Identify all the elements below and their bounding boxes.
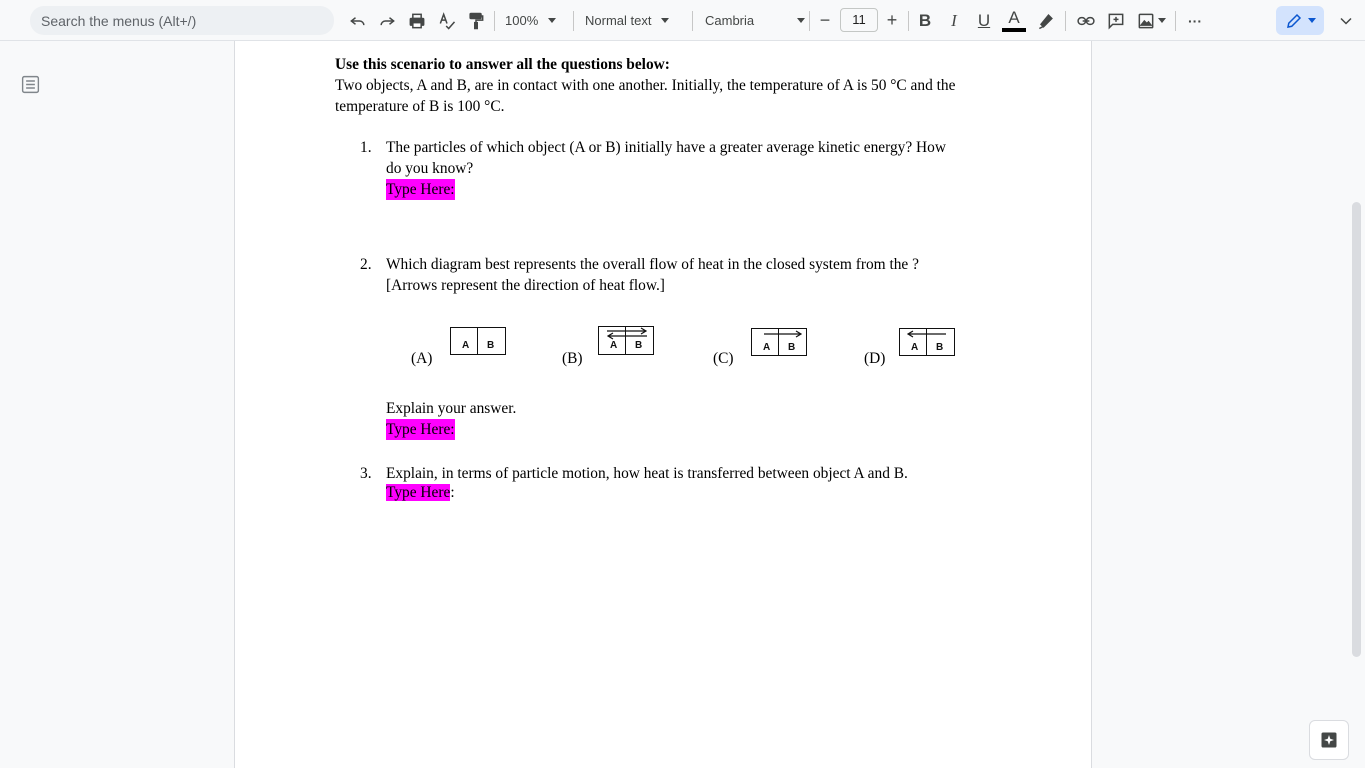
highlight-color-button[interactable]: [1034, 6, 1058, 35]
zoom-value: 100%: [505, 13, 539, 28]
undo-button[interactable]: [346, 6, 370, 35]
question-2-text: [Arrows represent the direction of heat flow.]: [386, 277, 665, 294]
redo-icon: [377, 11, 397, 31]
italic-button[interactable]: [943, 6, 965, 35]
answer-colon: :: [450, 484, 455, 501]
insert-image-button[interactable]: [1133, 6, 1169, 35]
text-color-icon: A: [1008, 7, 1020, 27]
editing-mode-button[interactable]: [1276, 6, 1324, 35]
chevron-down-icon: [1308, 18, 1316, 23]
diagram-a: [450, 327, 506, 355]
chevron-up-icon: [1336, 11, 1356, 31]
paragraph-style-select[interactable]: [585, 6, 685, 35]
bold-button[interactable]: [914, 6, 936, 35]
answer-field-1[interactable]: Type Here:: [386, 181, 455, 198]
explore-button[interactable]: [1309, 720, 1349, 760]
diagram-label-b: B: [487, 340, 495, 351]
font-size-input[interactable]: 11: [840, 8, 878, 32]
diagram-c: [751, 328, 807, 356]
more-horizontal-icon: ···: [1188, 12, 1202, 29]
link-icon: [1076, 11, 1096, 31]
explain-prompt: Explain your answer.: [386, 400, 517, 417]
document-outline-button[interactable]: [20, 74, 41, 95]
question-number: 3.: [360, 465, 372, 482]
diagram-b: [598, 326, 654, 355]
scenario-text-line: temperature of B is 100 °C.: [335, 98, 505, 115]
toolbar: [0, 0, 1365, 41]
comment-add-icon: [1106, 11, 1126, 31]
search-menus-box[interactable]: [30, 6, 334, 35]
zoom-select[interactable]: [505, 6, 567, 35]
paint-format-icon: [466, 11, 486, 31]
question-1-text: do you know?: [386, 160, 474, 177]
print-button[interactable]: [405, 6, 429, 35]
increase-font-size-button[interactable]: [881, 6, 903, 35]
pencil-icon: [1285, 12, 1303, 30]
hide-menus-button[interactable]: [1334, 6, 1358, 35]
option-label-b: (B): [562, 350, 583, 367]
diagram-label-a: A: [911, 342, 919, 353]
undo-icon: [348, 11, 368, 31]
print-icon: [407, 11, 427, 31]
paragraph-style-value: Normal text: [585, 13, 652, 28]
question-2-text: Which diagram best represents the overall flow of heat in the closed system from the ?: [386, 256, 919, 273]
sparkle-icon: [1319, 730, 1339, 750]
answer-highlight: Type Here: [386, 484, 451, 501]
arrow-right-icon: [752, 329, 808, 341]
vertical-scrollbar[interactable]: [1352, 202, 1361, 657]
diagram-label-a: A: [610, 340, 618, 351]
toolbar-separator: [573, 11, 574, 31]
toolbar-separator: [908, 11, 909, 31]
text-color-button[interactable]: [1002, 6, 1026, 35]
toolbar-separator: [1175, 11, 1176, 31]
font-select[interactable]: [705, 6, 805, 35]
insert-link-button[interactable]: [1074, 6, 1098, 35]
text-color-bar: [1002, 28, 1026, 32]
diagram-d: [899, 328, 955, 356]
redo-button[interactable]: [375, 6, 399, 35]
chevron-down-icon: [797, 18, 805, 23]
diagram-divider: [477, 328, 478, 354]
scenario-heading: Use this scenario to answer all the questions below:: [335, 56, 670, 73]
image-icon: [1136, 11, 1156, 31]
font-value: Cambria: [705, 13, 755, 28]
option-label-c: (C): [713, 350, 734, 367]
decrease-font-size-button[interactable]: [814, 6, 836, 35]
option-label-a: (A): [411, 350, 433, 367]
diagram-label-a: A: [763, 342, 771, 353]
plus-icon: +: [886, 10, 898, 30]
question-3-text: Explain, in terms of particle motion, how heat is transferred between object A and B.: [386, 465, 908, 482]
toolbar-separator: [1065, 11, 1066, 31]
toolbar-separator: [494, 11, 495, 31]
diagram-label-a: A: [462, 340, 470, 351]
spellcheck-icon: [437, 11, 457, 31]
chevron-down-icon: [548, 18, 556, 23]
highlighter-icon: [1036, 11, 1056, 31]
option-label-d: (D): [864, 350, 886, 367]
double-arrow-icon: [599, 327, 655, 341]
spelling-check-button[interactable]: [435, 6, 459, 35]
question-1-text: The particles of which object (A or B) initially have a greater average kinetic energy? How: [386, 139, 946, 156]
paint-format-button[interactable]: [464, 6, 488, 35]
more-options-button[interactable]: [1183, 6, 1207, 35]
answer-field-2[interactable]: Type Here:: [386, 421, 455, 438]
italic-icon: I: [951, 10, 957, 30]
question-number: 1.: [360, 139, 372, 156]
question-number: 2.: [360, 256, 372, 273]
underline-button[interactable]: [973, 6, 995, 35]
diagram-label-b: B: [635, 340, 643, 351]
chevron-down-icon: [1158, 18, 1166, 23]
underline-icon: U: [977, 10, 991, 30]
scenario-text-line: Two objects, A and B, are in contact with one another. Initially, the temperature of A is 50 °C and the: [335, 77, 956, 94]
minus-icon: −: [819, 10, 831, 30]
add-comment-button[interactable]: [1104, 6, 1128, 35]
toolbar-separator: [692, 11, 693, 31]
chevron-down-icon: [661, 18, 669, 23]
document-outline-icon: [20, 74, 41, 95]
diagram-label-b: B: [788, 342, 796, 353]
search-menus-input[interactable]: [39, 12, 323, 30]
arrow-left-icon: [900, 329, 956, 341]
toolbar-separator: [809, 11, 810, 31]
diagram-label-b: B: [936, 342, 944, 353]
bold-icon: B: [918, 10, 932, 30]
answer-field-3[interactable]: [386, 482, 455, 503]
